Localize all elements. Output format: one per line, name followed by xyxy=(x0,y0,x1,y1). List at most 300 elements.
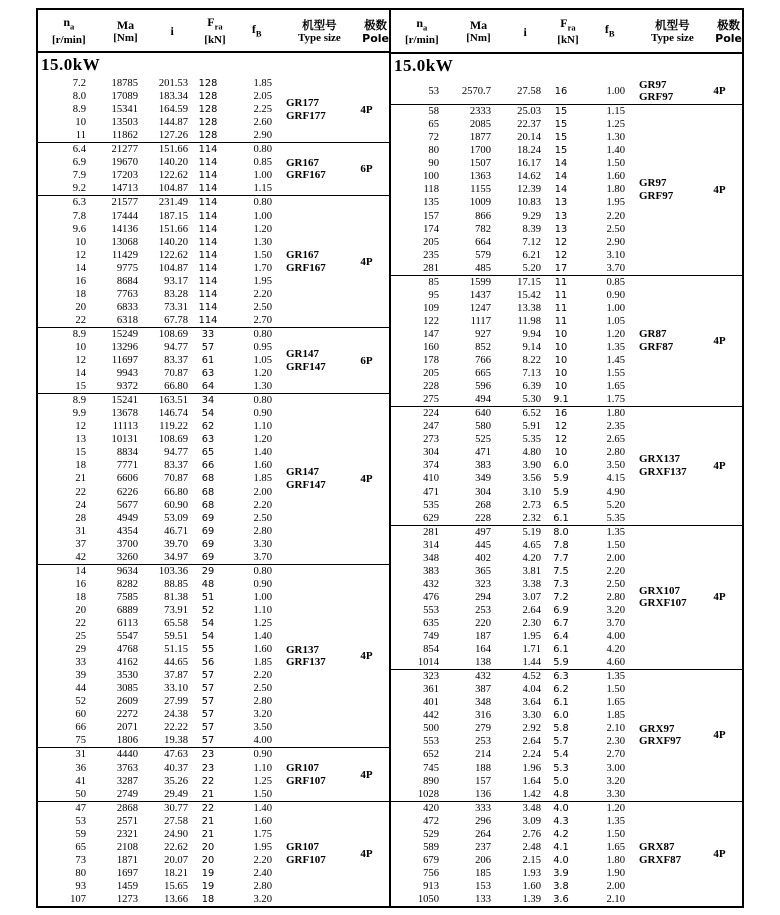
cell-fb: 1.60 xyxy=(253,460,272,472)
cell-i: 18.21 xyxy=(164,867,188,879)
cell-i: 39.70 xyxy=(164,538,188,550)
cell-fra: 5.4 xyxy=(553,749,569,761)
cell-fra: 114 xyxy=(198,197,218,209)
cell-ma: 15249 xyxy=(111,328,138,340)
cell-ma: 18785 xyxy=(111,78,138,90)
cell-fra: 54 xyxy=(201,408,215,420)
cell-ma: 445 xyxy=(475,539,491,551)
cell-fra: 5.9 xyxy=(553,657,569,669)
cell-ma: 21277 xyxy=(111,144,138,156)
cell-ma: 494 xyxy=(475,394,491,406)
cell-fra: 114 xyxy=(198,249,218,261)
cell-fra: 4.1 xyxy=(553,841,569,853)
cell-na: 749 xyxy=(423,631,439,643)
table-row xyxy=(38,630,272,643)
table-row xyxy=(38,129,272,142)
cell-fra: 114 xyxy=(198,183,218,195)
cell-i: 1.71 xyxy=(522,644,541,656)
cell-ma: 1507 xyxy=(469,158,491,170)
cell-ma: 1437 xyxy=(469,289,491,301)
cell-na: 85 xyxy=(428,276,439,288)
table-row xyxy=(38,367,272,380)
cell-ma: 4440 xyxy=(116,749,138,761)
table-row xyxy=(38,116,272,129)
cell-fra: 22 xyxy=(201,802,215,814)
cell-fb: 3.20 xyxy=(606,604,625,616)
table-row xyxy=(38,551,272,564)
cell-na: 20 xyxy=(75,301,86,313)
pole-label: 4P xyxy=(360,847,373,860)
cell-na: 118 xyxy=(423,184,439,196)
cell-fb: 1.70 xyxy=(253,262,272,274)
header-i: i xyxy=(170,24,174,39)
cell-na: 348 xyxy=(423,552,439,564)
cell-i: 88.85 xyxy=(164,578,188,590)
cell-fra: 15 xyxy=(554,106,568,118)
cell-fra: 48 xyxy=(201,578,215,590)
cell-na: 24 xyxy=(75,499,86,511)
cell-fb: 1.35 xyxy=(606,526,625,538)
cell-i: 25.03 xyxy=(517,106,541,118)
spec-block xyxy=(391,669,742,800)
cell-i: 103.36 xyxy=(158,565,188,577)
table-row xyxy=(38,828,272,841)
cell-i: 9.94 xyxy=(522,328,541,340)
cell-fra: 114 xyxy=(198,210,218,222)
cell-ma: 268 xyxy=(475,499,491,511)
cell-fb: 2.80 xyxy=(606,447,625,459)
cell-fb: 2.20 xyxy=(253,670,272,682)
cell-i: 83.37 xyxy=(164,355,188,367)
cell-i: 66.80 xyxy=(164,381,188,393)
table-row xyxy=(38,788,272,801)
cell-fb: 2.50 xyxy=(253,301,272,313)
table-row xyxy=(38,880,272,893)
table-row xyxy=(391,302,625,315)
cell-ma: 1871 xyxy=(116,854,138,866)
table-row xyxy=(38,236,272,249)
cell-na: 21 xyxy=(75,473,86,485)
cell-na: 160 xyxy=(423,342,439,353)
cell-fra: 7.2 xyxy=(553,591,569,603)
table-row xyxy=(391,828,625,841)
cell-fb: 1.80 xyxy=(606,184,625,196)
cell-na: 22 xyxy=(75,486,86,498)
table-row xyxy=(391,696,625,709)
table-row xyxy=(391,893,625,906)
cell-fb: 1.35 xyxy=(606,342,625,353)
cell-i: 27.58 xyxy=(164,815,188,827)
cell-ma: 664 xyxy=(475,236,491,248)
cell-fb: 0.80 xyxy=(253,395,272,407)
cell-i: 7.12 xyxy=(522,236,541,248)
cell-fb: 2.00 xyxy=(606,880,625,892)
cell-fra: 8.0 xyxy=(553,526,569,538)
cell-na: 281 xyxy=(423,526,439,538)
cell-na: 15 xyxy=(75,447,86,459)
cell-fra: 34 xyxy=(201,395,215,407)
cell-fb: 3.50 xyxy=(253,722,272,734)
cell-i: 6.52 xyxy=(522,408,541,420)
cell-fra: 11 xyxy=(554,302,568,314)
cell-ma: 279 xyxy=(475,723,491,735)
cell-fb: 4.15 xyxy=(606,473,625,485)
cell-fb: 0.80 xyxy=(253,197,272,209)
pole-label: 4P xyxy=(713,459,726,472)
cell-fb: 0.80 xyxy=(253,565,272,577)
cell-i: 144.87 xyxy=(158,117,188,129)
cell-ma: 153 xyxy=(475,880,491,892)
cell-fra: 11 xyxy=(554,315,568,327)
cell-ma: 19670 xyxy=(111,157,138,169)
cell-na: 75 xyxy=(75,735,86,747)
cell-i: 104.87 xyxy=(158,262,188,274)
cell-fra: 13 xyxy=(554,223,568,235)
cell-fb: 3.20 xyxy=(253,893,272,905)
spec-block xyxy=(391,406,742,524)
cell-fb: 1.00 xyxy=(606,302,625,314)
cell-fra: 11 xyxy=(554,276,568,288)
cell-i: 24.90 xyxy=(164,828,188,840)
spec-block xyxy=(38,801,389,906)
table-row xyxy=(38,433,272,446)
cell-i: 27.99 xyxy=(164,696,188,708)
cell-i: 12.39 xyxy=(517,184,541,196)
cell-i: 13.66 xyxy=(164,893,188,905)
table-row xyxy=(391,328,625,341)
table-row xyxy=(391,526,625,539)
cell-i: 30.77 xyxy=(164,802,188,814)
cell-ma: 3763 xyxy=(116,762,138,774)
cell-fb: 0.90 xyxy=(253,749,272,761)
cell-i: 13.38 xyxy=(517,302,541,314)
cell-fb: 1.00 xyxy=(606,85,625,97)
table-row xyxy=(38,262,272,275)
cell-na: 535 xyxy=(423,499,439,511)
cell-na: 14 xyxy=(75,262,86,274)
cell-i: 2.64 xyxy=(522,604,541,616)
gear-spec-table xyxy=(36,8,744,908)
cell-na: 304 xyxy=(423,447,439,459)
cell-fra: 57 xyxy=(201,735,215,747)
cell-fra: 10 xyxy=(554,342,568,353)
cell-ma: 2108 xyxy=(116,841,138,853)
cell-fb: 1.00 xyxy=(253,170,272,182)
cell-ma: 665 xyxy=(475,368,491,380)
cell-i: 70.87 xyxy=(164,473,188,485)
power-heading-right: 15.0kW xyxy=(394,56,454,76)
table-row xyxy=(391,393,625,406)
cell-fb: 1.35 xyxy=(606,815,625,827)
cell-ma: 9943 xyxy=(116,368,138,380)
cell-fb: 1.00 xyxy=(253,210,272,222)
cell-i: 83.28 xyxy=(164,288,188,300)
cell-i: 70.87 xyxy=(164,368,188,380)
cell-fra: 7.7 xyxy=(553,552,569,564)
cell-fra: 6.1 xyxy=(553,644,569,656)
cell-fra: 19 xyxy=(201,880,215,892)
cell-fra: 13 xyxy=(554,197,568,209)
cell-fra: 69 xyxy=(201,551,215,563)
cell-i: 20.07 xyxy=(164,854,188,866)
cell-ma: 365 xyxy=(475,565,491,577)
cell-fra: 54 xyxy=(201,617,215,629)
cell-na: 361 xyxy=(423,684,439,696)
cell-fb: 3.70 xyxy=(253,551,272,563)
header-fb: $f_B$ xyxy=(251,21,262,39)
cell-i: 4.65 xyxy=(522,539,541,551)
cell-na: 1028 xyxy=(417,788,439,800)
cell-fb: 2.25 xyxy=(253,104,272,116)
cell-na: 553 xyxy=(423,736,439,748)
table-row xyxy=(391,565,625,578)
cell-ma: 11113 xyxy=(112,421,138,433)
cell-i: 3.07 xyxy=(522,591,541,603)
cell-fra: 14 xyxy=(554,171,568,183)
cell-ma: 253 xyxy=(475,604,491,616)
cell-na: 59 xyxy=(75,828,86,840)
table-row xyxy=(391,512,625,525)
table-row xyxy=(38,802,272,815)
cell-na: 25 xyxy=(75,631,86,643)
table-row xyxy=(391,643,625,656)
cell-na: 147 xyxy=(423,328,439,340)
cell-ma: 133 xyxy=(475,893,491,905)
table-row xyxy=(38,499,272,512)
cell-i: 5.19 xyxy=(522,526,541,538)
cell-i: 2.48 xyxy=(522,841,541,853)
cell-i: 6.21 xyxy=(522,249,541,261)
cell-fb: 2.10 xyxy=(606,893,625,905)
cell-ma: 3700 xyxy=(116,538,138,550)
cell-fb: 5.20 xyxy=(606,499,625,511)
cell-ma: 525 xyxy=(475,434,491,446)
cell-fb: 1.30 xyxy=(606,132,625,144)
spec-block xyxy=(38,327,389,393)
table-row xyxy=(38,867,272,880)
cell-ma: 214 xyxy=(475,749,491,761)
cell-i: 22.37 xyxy=(517,119,541,131)
cell-fra: 114 xyxy=(198,314,218,326)
header-fra: $F_{ra}$ [kN] xyxy=(204,15,226,46)
cell-i: 127.26 xyxy=(158,130,188,142)
table-row xyxy=(391,223,625,236)
cell-na: 18 xyxy=(75,288,86,300)
cell-ma: 206 xyxy=(475,854,491,866)
pole-label: 4P xyxy=(713,334,726,347)
cell-ma: 296 xyxy=(475,815,491,827)
cell-i: 9.29 xyxy=(522,210,541,222)
cell-fra: 12 xyxy=(554,421,568,433)
table-row xyxy=(38,775,272,788)
cell-fra: 6.1 xyxy=(553,697,569,709)
table-row xyxy=(391,735,625,748)
cell-na: 66 xyxy=(75,722,86,734)
cell-ma: 2085 xyxy=(469,119,491,131)
cell-na: 281 xyxy=(423,262,439,274)
table-row xyxy=(391,289,625,302)
cell-na: 500 xyxy=(423,723,439,735)
table-row xyxy=(38,708,272,721)
cell-ma: 14136 xyxy=(111,223,138,235)
cell-na: 7.9 xyxy=(72,170,86,182)
cell-i: 19.38 xyxy=(164,735,188,747)
cell-fb: 3.30 xyxy=(253,538,272,550)
cell-fb: 1.90 xyxy=(606,867,625,879)
cell-ma: 13068 xyxy=(111,236,138,248)
cell-na: 476 xyxy=(423,591,439,603)
cell-i: 5.35 xyxy=(522,434,541,446)
cell-fb: 3.00 xyxy=(606,762,625,774)
cell-fb: 1.95 xyxy=(606,197,625,209)
cell-ma: 9372 xyxy=(116,381,138,393)
spec-block xyxy=(38,142,389,195)
cell-fra: 6.3 xyxy=(553,671,569,683)
cell-ma: 580 xyxy=(475,421,491,433)
cell-i: 1.64 xyxy=(522,775,541,787)
cell-fb: 1.75 xyxy=(606,394,625,406)
table-row xyxy=(391,210,625,223)
cell-fb: 2.00 xyxy=(253,486,272,498)
cell-ma: 596 xyxy=(475,381,491,393)
pole-label: 4P xyxy=(360,650,373,663)
cell-ma: 2272 xyxy=(116,709,138,721)
cell-ma: 7585 xyxy=(116,591,138,603)
cell-ma: 4768 xyxy=(116,644,138,656)
cell-ma: 927 xyxy=(475,328,491,340)
table-row xyxy=(391,630,625,643)
cell-i: 18.24 xyxy=(517,145,541,157)
cell-fra: 17 xyxy=(554,262,568,274)
cell-na: 273 xyxy=(423,434,439,446)
type-size-label: GR107 GRF107 xyxy=(286,762,326,787)
table-row xyxy=(391,867,625,880)
header-type-size: 机型号 Type size xyxy=(297,17,341,44)
table-row xyxy=(38,288,272,301)
cell-fb: 2.20 xyxy=(606,565,625,577)
cell-fra: 12 xyxy=(554,434,568,446)
cell-fra: 22 xyxy=(201,775,215,787)
type-size-label: GR137 GRF137 xyxy=(286,643,326,669)
table-row xyxy=(38,328,272,341)
spec-block xyxy=(38,747,389,800)
table-row xyxy=(391,249,625,262)
cell-ma: 1155 xyxy=(470,184,491,196)
table-row xyxy=(391,157,625,170)
cell-fb: 0.90 xyxy=(606,289,625,301)
cell-i: 3.48 xyxy=(522,802,541,814)
cell-ma: 13296 xyxy=(111,342,138,353)
cell-fra: 69 xyxy=(201,512,215,524)
cell-ma: 383 xyxy=(475,460,491,472)
cell-na: 635 xyxy=(423,617,439,629)
cell-na: 58 xyxy=(428,106,439,118)
cell-i: 34.97 xyxy=(164,551,188,563)
cell-i: 83.37 xyxy=(164,460,188,472)
cell-na: 8.9 xyxy=(72,104,86,116)
cell-ma: 3530 xyxy=(116,670,138,682)
cell-ma: 8834 xyxy=(116,447,138,459)
cell-ma: 15241 xyxy=(111,395,138,407)
table-row xyxy=(391,709,625,722)
cell-fb: 1.55 xyxy=(606,368,625,380)
table-row xyxy=(391,262,625,275)
cell-ma: 6113 xyxy=(117,617,138,629)
table-row xyxy=(391,722,625,735)
cell-i: 231.49 xyxy=(158,197,188,209)
cell-na: 6.9 xyxy=(72,157,86,169)
cell-na: 80 xyxy=(75,867,86,879)
cell-fra: 57 xyxy=(201,683,215,695)
table-row xyxy=(38,656,272,669)
cell-fb: 0.80 xyxy=(253,144,272,156)
cell-i: 3.64 xyxy=(522,697,541,709)
cell-fra: 68 xyxy=(201,499,215,511)
cell-i: 3.10 xyxy=(522,486,541,498)
cell-na: 471 xyxy=(423,486,439,498)
cell-fb: 3.70 xyxy=(606,617,625,629)
cell-i: 4.04 xyxy=(522,684,541,696)
cell-na: 65 xyxy=(428,119,439,131)
cell-i: 5.20 xyxy=(522,262,541,274)
cell-i: 108.69 xyxy=(158,328,188,340)
cell-fra: 63 xyxy=(201,434,215,446)
cell-fb: 1.35 xyxy=(606,671,625,683)
type-size-label: GR167 GRF167 xyxy=(286,249,326,274)
cell-ma: 485 xyxy=(475,262,491,274)
cell-i: 33.10 xyxy=(164,683,188,695)
cell-fb: 3.50 xyxy=(606,460,625,472)
cell-na: 275 xyxy=(423,394,439,406)
cell-ma: 432 xyxy=(475,671,491,683)
cell-na: 60 xyxy=(75,709,86,721)
header-fra: $F_{ra}$ [kN] xyxy=(557,15,579,47)
table-row xyxy=(38,301,272,314)
cell-fb: 1.20 xyxy=(253,434,272,446)
cell-na: 529 xyxy=(423,828,439,840)
cell-ma: 13503 xyxy=(111,117,138,129)
cell-fra: 5.9 xyxy=(553,486,569,498)
cell-i: 35.26 xyxy=(164,775,188,787)
pole-label: 4P xyxy=(360,472,373,485)
table-row xyxy=(391,880,625,893)
cell-ma: 9634 xyxy=(116,565,138,577)
cell-ma: 6889 xyxy=(116,604,138,616)
cell-na: 39 xyxy=(75,670,86,682)
cell-i: 4.80 xyxy=(522,447,541,459)
header-ma: Ma [Nm] xyxy=(113,17,138,44)
table-row xyxy=(38,249,272,262)
cell-i: 22.22 xyxy=(164,722,188,734)
cell-ma: 2333 xyxy=(469,106,491,118)
spec-block xyxy=(391,801,742,906)
cell-fra: 6.1 xyxy=(553,512,569,524)
cell-fra: 20 xyxy=(201,854,215,866)
table-row xyxy=(391,276,625,289)
cell-na: 401 xyxy=(423,697,439,709)
cell-ma: 640 xyxy=(475,408,491,420)
cell-i: 37.87 xyxy=(164,670,188,682)
cell-na: 205 xyxy=(423,368,439,380)
table-row xyxy=(391,802,625,815)
table-row xyxy=(391,670,625,683)
cell-fb: 1.10 xyxy=(253,604,272,616)
cell-i: 2.24 xyxy=(522,749,541,761)
header-na: $n_a$ [r/min] xyxy=(52,15,86,46)
cell-fb: 4.60 xyxy=(606,657,625,669)
cell-ma: 11429 xyxy=(111,249,138,261)
table-row xyxy=(38,156,272,169)
